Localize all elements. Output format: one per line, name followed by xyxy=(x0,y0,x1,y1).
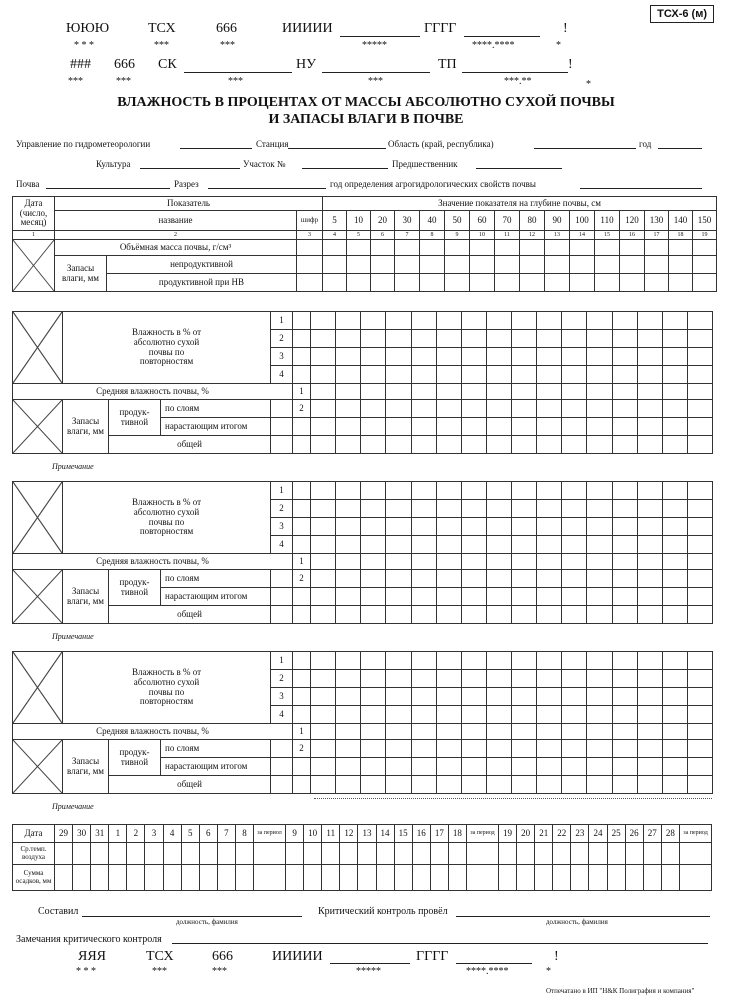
productive-nv-label: продуктивной при НВ xyxy=(107,274,297,292)
rep-number: 4 xyxy=(271,706,293,724)
productive-label: продук-тивной xyxy=(109,400,161,436)
precip-cell[interactable] xyxy=(498,865,516,891)
precip-cell[interactable] xyxy=(430,865,448,891)
remarks-label: Замечания критического контроля xyxy=(16,934,162,945)
temp-cell[interactable] xyxy=(322,843,340,865)
day-header: 29 xyxy=(55,825,73,843)
precip-cell[interactable] xyxy=(680,865,712,891)
code-666: 666 xyxy=(216,21,237,36)
footer-code-yaya: ЯЯЯ xyxy=(78,949,107,964)
soil-label: Почва xyxy=(16,179,40,189)
day-header: 7 xyxy=(217,825,235,843)
crossed-cell xyxy=(13,570,63,624)
day-header: 19 xyxy=(498,825,516,843)
day-header: 24 xyxy=(589,825,607,843)
day-header: 30 xyxy=(73,825,91,843)
code-hash: ### xyxy=(70,57,91,72)
stars: ****.**** xyxy=(466,966,509,977)
crossed-cell xyxy=(13,240,55,292)
crop-field[interactable] xyxy=(140,168,240,169)
column-number: 12 xyxy=(520,231,545,240)
precip-cell[interactable] xyxy=(412,865,430,891)
precip-cell[interactable] xyxy=(286,865,304,891)
period-header: за период xyxy=(680,825,712,843)
note-label: Примечание xyxy=(52,802,94,811)
temp-cell[interactable] xyxy=(625,843,643,865)
rep-number: 3 xyxy=(271,348,293,366)
temp-cell[interactable] xyxy=(286,843,304,865)
date-label: Дата xyxy=(13,825,55,843)
res-code: 2 xyxy=(293,570,311,588)
temp-cell[interactable] xyxy=(181,843,199,865)
column-number: 7 xyxy=(395,231,420,240)
stars: *** xyxy=(116,76,131,87)
avg-code: 1 xyxy=(293,384,311,400)
temp-cell[interactable] xyxy=(91,843,109,865)
station-field[interactable] xyxy=(288,148,386,149)
precip-cell[interactable] xyxy=(535,865,553,891)
agro-year-field[interactable] xyxy=(580,188,702,189)
footer-code-iiiii: ИИИИИ xyxy=(272,949,323,964)
precip-cell[interactable] xyxy=(109,865,127,891)
total-label: общей xyxy=(109,776,271,794)
precip-cell[interactable] xyxy=(643,865,661,891)
day-header: 22 xyxy=(553,825,571,843)
precip-cell[interactable] xyxy=(358,865,376,891)
by-layers-label: по слоям xyxy=(161,570,271,588)
underline xyxy=(340,36,420,37)
depth-140: 140 xyxy=(669,211,693,231)
column-number: 14 xyxy=(570,231,595,240)
avg-code: 1 xyxy=(293,554,311,570)
reserves-label: Запасы влаги, мм xyxy=(55,256,107,292)
stars: * * * xyxy=(76,966,96,977)
precip-cell[interactable] xyxy=(217,865,235,891)
day-header: 28 xyxy=(661,825,679,843)
stars: *** xyxy=(154,40,169,51)
underline xyxy=(322,72,430,73)
stars: * xyxy=(556,40,561,51)
precip-cell[interactable] xyxy=(448,865,466,891)
stars: * xyxy=(586,79,591,90)
rep-number: 4 xyxy=(271,366,293,384)
check-label: Критический контроль провёл xyxy=(318,906,448,917)
temp-cell[interactable] xyxy=(254,843,286,865)
rep-number: 2 xyxy=(271,670,293,688)
rep-number: 2 xyxy=(271,500,293,518)
compiled-label: Составил xyxy=(38,906,79,917)
rep-number: 1 xyxy=(271,482,293,500)
day-header: 10 xyxy=(304,825,322,843)
note-label: Примечание xyxy=(52,462,94,471)
humidity-label: Влажность в % от абсолютно сухой почвы по повторностям xyxy=(63,312,271,384)
printed-by: Отпечатано в ИП "Н&К Полиграфия и компания" xyxy=(546,987,695,995)
temp-cell[interactable] xyxy=(466,843,498,865)
precip-cell[interactable] xyxy=(91,865,109,891)
day-header: 11 xyxy=(322,825,340,843)
precip-cell[interactable] xyxy=(254,865,286,891)
reserves-label: Запасы влаги, мм xyxy=(63,740,109,794)
col-indicator: Показатель xyxy=(55,197,323,211)
code-excl: ! xyxy=(563,21,568,36)
underline xyxy=(184,72,292,73)
year-field[interactable] xyxy=(658,148,702,149)
column-number: 4 xyxy=(323,231,347,240)
code-nu: НУ xyxy=(296,57,317,72)
code-excl: ! xyxy=(568,57,573,72)
day-header: 14 xyxy=(376,825,394,843)
temp-cell[interactable] xyxy=(412,843,430,865)
precip-cell[interactable] xyxy=(73,865,91,891)
temp-cell[interactable] xyxy=(661,843,679,865)
day-header: 12 xyxy=(340,825,358,843)
depth-130: 130 xyxy=(645,211,669,231)
rep-number: 3 xyxy=(271,688,293,706)
temp-cell[interactable] xyxy=(680,843,712,865)
column-number: 16 xyxy=(620,231,645,240)
code-tp: ТП xyxy=(438,57,457,72)
management-field[interactable] xyxy=(180,148,252,149)
col-depth: Значение показателя на глубине почвы, см xyxy=(323,197,717,211)
avg-code: 1 xyxy=(293,724,311,740)
crossed-cell xyxy=(13,312,63,384)
compiled-field[interactable] xyxy=(82,916,302,917)
col-name: название xyxy=(55,211,297,231)
col-code: шифр xyxy=(297,211,323,231)
avg-humidity-label: Средняя влажность почвы, % xyxy=(13,724,293,740)
precip-cell[interactable] xyxy=(340,865,358,891)
weather-table xyxy=(12,824,712,891)
temp-cell[interactable] xyxy=(145,843,163,865)
depth-120: 120 xyxy=(620,211,645,231)
crossed-cell xyxy=(13,740,63,794)
temp-cell[interactable] xyxy=(235,843,253,865)
column-number: 5 xyxy=(347,231,371,240)
column-number: 9 xyxy=(445,231,470,240)
underline xyxy=(330,963,410,964)
depth-110: 110 xyxy=(595,211,620,231)
measurement-block xyxy=(12,651,713,794)
region-label: Область (край, республика) xyxy=(388,139,494,149)
day-header: 21 xyxy=(535,825,553,843)
day-header: 18 xyxy=(448,825,466,843)
temp-cell[interactable] xyxy=(498,843,516,865)
section-field[interactable] xyxy=(208,188,326,189)
temp-cell[interactable] xyxy=(607,843,625,865)
temp-cell[interactable] xyxy=(358,843,376,865)
footer-code-tsh: ТСХ xyxy=(146,949,174,964)
day-header: 4 xyxy=(163,825,181,843)
day-header: 16 xyxy=(412,825,430,843)
temp-cell[interactable] xyxy=(643,843,661,865)
by-layers-label: по слоям xyxy=(161,400,271,418)
column-number: 2 xyxy=(55,231,297,240)
temp-cell[interactable] xyxy=(163,843,181,865)
temp-cell[interactable] xyxy=(127,843,145,865)
depth-150: 150 xyxy=(693,211,717,231)
depth-30: 30 xyxy=(395,211,420,231)
day-header: 25 xyxy=(607,825,625,843)
column-number: 18 xyxy=(669,231,693,240)
crossed-cell xyxy=(13,400,63,454)
temp-cell[interactable] xyxy=(55,843,73,865)
agro-year-label: год определения агрогидрологических свойств почвы xyxy=(330,179,536,189)
stars: ****.**** xyxy=(472,40,515,51)
measurement-block xyxy=(12,481,713,624)
title-line2: И ЗАПАСЫ ВЛАГИ В ПОЧВЕ xyxy=(268,112,464,127)
underline xyxy=(456,963,532,964)
precip-cell[interactable] xyxy=(235,865,253,891)
rep-number: 1 xyxy=(271,652,293,670)
stars: *** xyxy=(152,966,167,977)
day-header: 2 xyxy=(127,825,145,843)
position-name-hint-2: должность, фамилия xyxy=(546,918,608,926)
crop-label: Культура xyxy=(96,159,131,169)
day-header: 23 xyxy=(571,825,589,843)
col-date: Дата (число, месяц) xyxy=(13,197,55,231)
code-yuyuyu: ЮЮЮ xyxy=(66,21,110,36)
region-field[interactable] xyxy=(534,148,636,149)
humidity-label: Влажность в % от абсолютно сухой почвы по повторностям xyxy=(63,652,271,724)
temp-label: Ср.темп. воздуха xyxy=(13,843,55,865)
note-label: Примечание xyxy=(52,632,94,641)
productive-label: продук-тивной xyxy=(109,740,161,776)
depth-70: 70 xyxy=(495,211,520,231)
form-code: ТСХ-6 (м) xyxy=(650,5,714,23)
temp-cell[interactable] xyxy=(217,843,235,865)
precip-cell[interactable] xyxy=(553,865,571,891)
precip-cell[interactable] xyxy=(589,865,607,891)
column-number: 6 xyxy=(371,231,395,240)
res-code: 2 xyxy=(293,740,311,758)
stars: *** xyxy=(68,76,83,87)
dotted-line xyxy=(314,798,712,799)
column-number-row xyxy=(13,231,717,240)
soil-field[interactable] xyxy=(46,188,170,189)
rep-number: 2 xyxy=(271,330,293,348)
code-tsh: ТСХ xyxy=(148,21,176,36)
stars: ***** xyxy=(356,966,381,977)
depth-5: 5 xyxy=(323,211,347,231)
check-field[interactable] xyxy=(456,916,710,917)
position-name-hint: должность, фамилия xyxy=(176,918,238,926)
stars: * * * xyxy=(74,40,94,51)
column-number: 8 xyxy=(420,231,445,240)
temp-cell[interactable] xyxy=(571,843,589,865)
plot-label: Участок № xyxy=(243,159,286,169)
stars: *** xyxy=(212,966,227,977)
stars: *** xyxy=(368,76,383,87)
stars: * xyxy=(546,966,551,977)
stars: ***.** xyxy=(504,76,532,87)
precip-cell[interactable] xyxy=(571,865,589,891)
precip-cell[interactable] xyxy=(163,865,181,891)
precip-cell[interactable] xyxy=(145,865,163,891)
code-gggg: ГГГГ xyxy=(424,21,457,36)
code-sk: СК xyxy=(158,57,177,72)
temp-cell[interactable] xyxy=(304,843,322,865)
day-header: 8 xyxy=(235,825,253,843)
code-666: 666 xyxy=(114,57,135,72)
precip-cell[interactable] xyxy=(304,865,322,891)
section-label: Разрез xyxy=(174,179,199,189)
humidity-label: Влажность в % от абсолютно сухой почвы по повторностям xyxy=(63,482,271,554)
depth-60: 60 xyxy=(470,211,495,231)
depth-90: 90 xyxy=(545,211,570,231)
day-header: 15 xyxy=(394,825,412,843)
depth-40: 40 xyxy=(420,211,445,231)
column-number: 13 xyxy=(545,231,570,240)
main-header-table xyxy=(12,196,717,292)
day-header: 26 xyxy=(625,825,643,843)
stars: *** xyxy=(220,40,235,51)
rep-number: 1 xyxy=(271,312,293,330)
day-header: 27 xyxy=(643,825,661,843)
temp-cell[interactable] xyxy=(535,843,553,865)
reserves-label: Запасы влаги, мм xyxy=(63,400,109,454)
measurement-block xyxy=(12,311,713,454)
depth-50: 50 xyxy=(445,211,470,231)
underline xyxy=(462,72,568,73)
day-header: 1 xyxy=(109,825,127,843)
remarks-field[interactable] xyxy=(172,943,708,944)
predecessor-label: Предшественник xyxy=(392,159,458,169)
column-number: 11 xyxy=(495,231,520,240)
precip-cell[interactable] xyxy=(607,865,625,891)
column-number: 10 xyxy=(470,231,495,240)
day-header: 31 xyxy=(91,825,109,843)
unproductive-label: непродуктивной xyxy=(107,256,297,274)
underline xyxy=(464,36,540,37)
column-number: 1 xyxy=(13,231,55,240)
day-header: 9 xyxy=(286,825,304,843)
title-line1: ВЛАЖНОСТЬ В ПРОЦЕНТАХ ОТ МАССЫ АБСОЛЮТНО СУХОЙ ПОЧВЫ xyxy=(117,95,615,110)
predecessor-field[interactable] xyxy=(476,168,562,169)
precip-cell[interactable] xyxy=(55,865,73,891)
depth-20: 20 xyxy=(371,211,395,231)
cumulative-label: нарастающим итогом xyxy=(161,588,271,606)
precip-cell[interactable] xyxy=(127,865,145,891)
precip-cell[interactable] xyxy=(517,865,535,891)
rep-number: 3 xyxy=(271,518,293,536)
reserves-label: Запасы влаги, мм xyxy=(63,570,109,624)
station-label: Станция xyxy=(256,139,289,149)
total-label: общей xyxy=(109,436,271,454)
stars: ***** xyxy=(362,40,387,51)
precip-cell[interactable] xyxy=(322,865,340,891)
depth-100: 100 xyxy=(570,211,595,231)
by-layers-label: по слоям xyxy=(161,740,271,758)
day-header: 13 xyxy=(358,825,376,843)
res-code: 2 xyxy=(293,400,311,418)
day-header: 20 xyxy=(517,825,535,843)
temp-cell[interactable] xyxy=(517,843,535,865)
temp-cell[interactable] xyxy=(109,843,127,865)
precip-label: Сумма осадков, мм xyxy=(13,865,55,891)
column-number: 17 xyxy=(645,231,669,240)
precip-cell[interactable] xyxy=(376,865,394,891)
period-header: за периол xyxy=(254,825,286,843)
cumulative-label: нарастающим итогом xyxy=(161,418,271,436)
precip-cell[interactable] xyxy=(661,865,679,891)
productive-label: продук-тивной xyxy=(109,570,161,606)
column-number: 15 xyxy=(595,231,620,240)
temp-cell[interactable] xyxy=(376,843,394,865)
depth-10: 10 xyxy=(347,211,371,231)
precip-cell[interactable] xyxy=(199,865,217,891)
footer-code-gggg: ГГГГ xyxy=(416,949,449,964)
year-label: год xyxy=(639,139,652,149)
precip-cell[interactable] xyxy=(466,865,498,891)
cumulative-label: нарастающим итогом xyxy=(161,758,271,776)
day-header: 5 xyxy=(181,825,199,843)
temp-cell[interactable] xyxy=(589,843,607,865)
bulk-density-label: Объёмная масса почвы, г/см³ xyxy=(55,240,297,256)
column-number: 19 xyxy=(693,231,717,240)
rep-number: 4 xyxy=(271,536,293,554)
day-header: 6 xyxy=(199,825,217,843)
management-label: Управление по гидрометеорологии xyxy=(16,139,151,149)
day-header: 17 xyxy=(430,825,448,843)
column-number: 3 xyxy=(297,231,323,240)
temp-cell[interactable] xyxy=(73,843,91,865)
stars: *** xyxy=(228,76,243,87)
depth-80: 80 xyxy=(520,211,545,231)
avg-humidity-label: Средняя влажность почвы, % xyxy=(13,384,293,400)
plot-field[interactable] xyxy=(302,168,388,169)
precip-cell[interactable] xyxy=(625,865,643,891)
code-iiiii: ИИИИИ xyxy=(282,21,333,36)
total-label: общей xyxy=(109,606,271,624)
temp-cell[interactable] xyxy=(394,843,412,865)
precip-cell[interactable] xyxy=(181,865,199,891)
temp-cell[interactable] xyxy=(199,843,217,865)
temp-cell[interactable] xyxy=(448,843,466,865)
footer-code-666: 666 xyxy=(212,949,233,964)
footer-code-excl: ! xyxy=(554,949,559,964)
precip-cell[interactable] xyxy=(394,865,412,891)
crossed-cell xyxy=(13,652,63,724)
period-header: за период xyxy=(466,825,498,843)
temp-cell[interactable] xyxy=(340,843,358,865)
crossed-cell xyxy=(13,482,63,554)
day-header: 3 xyxy=(145,825,163,843)
temp-cell[interactable] xyxy=(430,843,448,865)
temp-cell[interactable] xyxy=(553,843,571,865)
avg-humidity-label: Средняя влажность почвы, % xyxy=(13,554,293,570)
